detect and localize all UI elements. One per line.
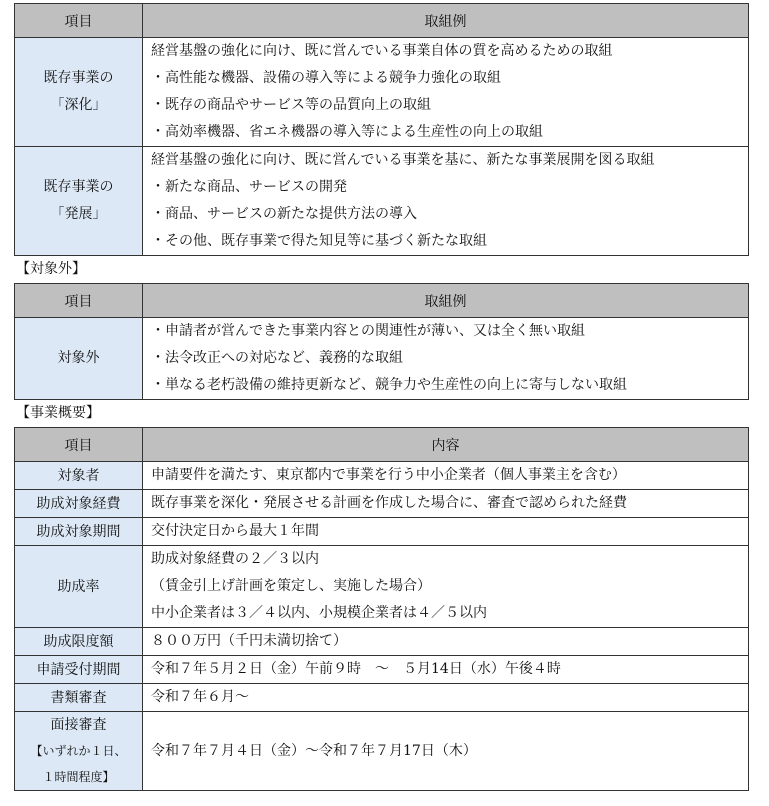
content-line: 交付決定日から最大１年間 [151, 523, 319, 539]
row-label-line: 対象外 [57, 350, 100, 366]
excluded-table [14, 283, 749, 400]
header-item: 項目 [15, 4, 143, 38]
row-label: 対象者 [15, 462, 143, 490]
row-content [143, 684, 749, 712]
content-line: 助成対象経費の２／３以内 [151, 551, 319, 567]
header-examples: 取組例 [143, 284, 749, 318]
content-line: （賃金引上げ計画を策定し、実施した場合） [151, 578, 431, 594]
table-row-deepening [15, 38, 749, 147]
content-line: 申請要件を満たす、東京都内で事業を行う中小企業者（個人事業主を含む） [151, 467, 626, 483]
row-label-line: 既存事業の [43, 179, 114, 195]
section-title-excluded: 【対象外】 [16, 261, 86, 277]
activities-table [14, 3, 749, 256]
row-label-line: 「深化」 [50, 97, 107, 113]
table-row-application-period [15, 656, 749, 684]
content-line: 中小企業者は３／４以内、小規模企業者は４／５以内 [151, 605, 487, 621]
row-label-line: 既存事業の [43, 70, 114, 86]
content-line: ・既存の商品やサービス等の品質向上の取組 [151, 97, 431, 113]
row-label: 申請受付期間 [15, 656, 143, 684]
table-row-period [15, 518, 749, 546]
table-row-document-review [15, 684, 749, 712]
row-label [15, 38, 143, 147]
table-row-rate [15, 546, 749, 628]
table-row-expenses [15, 490, 749, 518]
content-line: 令和７年５月２日（金）午前９時 ～ ５月14日（水）午後４時 [151, 661, 561, 677]
row-content [143, 712, 749, 791]
content-line: ・新たな商品、サービスの開発 [151, 179, 347, 195]
header-item: 項目 [15, 428, 143, 462]
table-header-row [15, 284, 749, 318]
row-content [143, 38, 749, 147]
table-header-row [15, 428, 749, 462]
row-content [143, 462, 749, 490]
content-line: ・単なる老朽設備の維持更新など、競争力や生産性の向上に寄与しない取組 [151, 377, 627, 393]
document [14, 3, 749, 791]
table-row-interview [15, 712, 749, 791]
row-label: 書類審査 [15, 684, 143, 712]
header-item: 項目 [15, 284, 143, 318]
row-content [143, 546, 749, 628]
row-content [143, 656, 749, 684]
row-label-line: 【いずれか１日、 [30, 744, 127, 758]
table-header-row [15, 4, 749, 38]
content-line: 令和７年６月～ [151, 689, 249, 705]
row-label-line: 面接審査 [50, 717, 107, 733]
header-examples: 取組例 [143, 4, 749, 38]
row-content [143, 518, 749, 546]
row-label-line: １時間程度】 [42, 770, 115, 784]
table-row-excluded [15, 318, 749, 400]
row-label [15, 147, 143, 256]
content-line: 既存事業を深化・発展させる計画を作成した場合に、審査で認められた経費 [151, 495, 627, 511]
content-line: ・高効率機器、省エネ機器の導入等による生産性の向上の取組 [151, 124, 543, 140]
table-row-limit [15, 628, 749, 656]
section-title-overview: 【事業概要】 [16, 405, 100, 421]
row-label: 助成対象期間 [15, 518, 143, 546]
table-row-development [15, 147, 749, 256]
table-row-eligible [15, 462, 749, 490]
content-line: ・申請者が営んできた事業内容との関連性が薄い、又は全く無い取組 [151, 323, 585, 339]
header-content: 内容 [143, 428, 749, 462]
content-line: 経営基盤の強化に向け、既に営んでいる事業自体の質を高めるための取組 [151, 43, 613, 59]
row-label: 助成限度額 [15, 628, 143, 656]
content-line: ８００万円（千円未満切捨て） [151, 633, 347, 649]
content-line: ・その他、既存事業で得た知見等に基づく新たな取組 [151, 233, 487, 249]
row-label [15, 712, 143, 791]
content-line: ・法令改正への対応など、義務的な取組 [151, 350, 403, 366]
content-line: ・高性能な機器、設備の導入等による競争力強化の取組 [151, 70, 501, 86]
content-line: 令和７年７月４日（金）～令和７年７月17日（木） [151, 742, 477, 759]
row-label [15, 318, 143, 400]
row-content [143, 147, 749, 256]
row-label-line: 「発展」 [50, 206, 107, 222]
row-label: 助成対象経費 [15, 490, 143, 518]
row-content [143, 318, 749, 400]
row-content [143, 490, 749, 518]
content-line: ・商品、サービスの新たな提供方法の導入 [151, 206, 417, 222]
row-label: 助成率 [15, 546, 143, 628]
content-line: 経営基盤の強化に向け、既に営んでいる事業を基に、新たな事業展開を図る取組 [151, 152, 655, 168]
overview-table [14, 427, 749, 791]
row-content [143, 628, 749, 656]
